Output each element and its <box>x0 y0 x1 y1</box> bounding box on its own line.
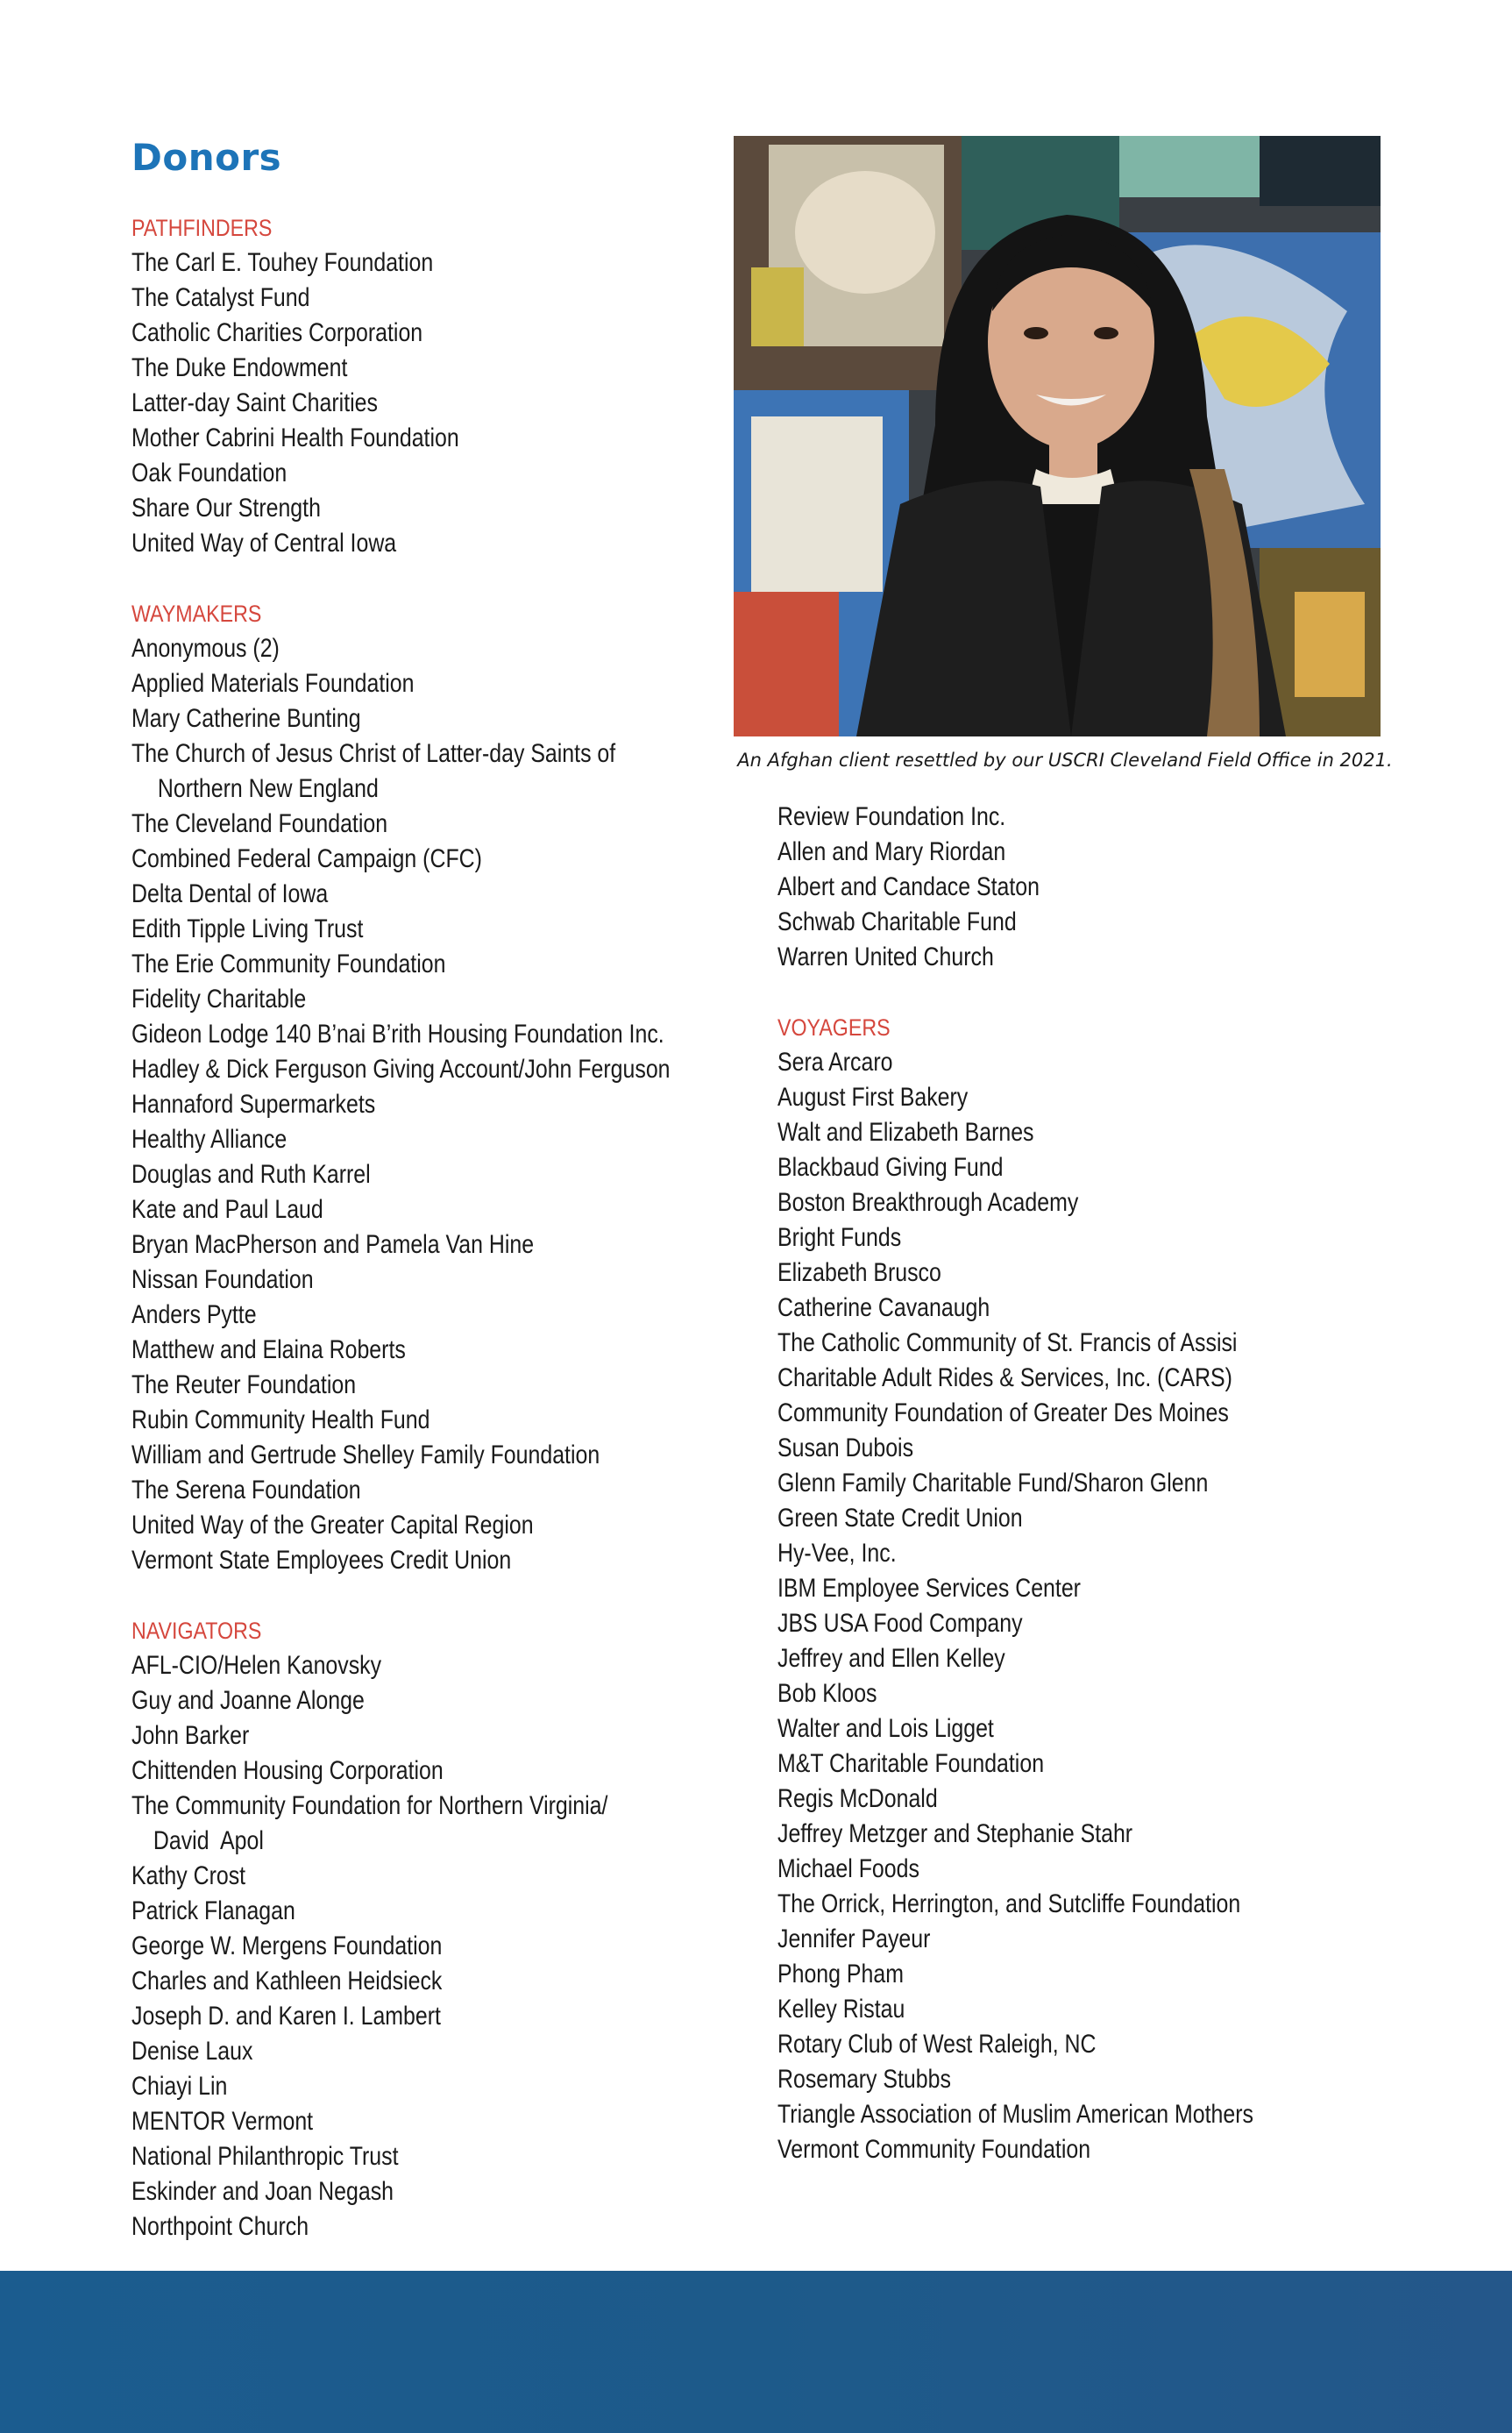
donor-item: Douglas and Ruth Karrel <box>131 1160 371 1189</box>
donor-item: Rubin Community Health Fund <box>131 1405 430 1434</box>
donor-item: Share Our Strength <box>131 494 321 523</box>
donor-item: Gideon Lodge 140 B’nai B’rith Housing Foundation Inc. <box>131 1020 664 1049</box>
donor-item: The Erie Community Foundation <box>131 950 446 978</box>
donor-item: Bryan MacPherson and Pamela Van Hine <box>131 1230 535 1259</box>
donor-item: Bright Funds <box>777 1223 902 1252</box>
photo-caption: An Afghan client resettled by our USCRI Cleveland Field Office in 2021. <box>737 750 1393 771</box>
donor-item: William and Gertrude Shelley Family Foundation <box>131 1441 600 1469</box>
donor-item: The Reuter Foundation <box>131 1370 357 1399</box>
donor-item: Walt and Elizabeth Barnes <box>777 1118 1034 1147</box>
donor-item: Combined Federal Campaign (CFC) <box>131 844 482 873</box>
navigators-section <box>131 1613 701 2244</box>
donor-list-waymakers <box>131 631 701 1578</box>
donor-item: Allen and Mary Riordan <box>777 837 1006 866</box>
donor-item: Jennifer Payeur <box>777 1924 931 1953</box>
donor-item: Nissan Foundation <box>131 1265 314 1294</box>
donor-item: George W. Mergens Foundation <box>131 1931 443 1960</box>
donor-item: Chiayi Lin <box>131 2072 228 2101</box>
voyagers-section <box>777 1010 1409 2167</box>
navigators-continued-section <box>777 800 1409 975</box>
section-heading-voyagers: VOYAGERS <box>777 1014 891 1041</box>
donor-item: Jeffrey and Ellen Kelley <box>777 1644 1005 1673</box>
client-photo-illustration <box>734 136 1381 736</box>
donor-item: Hadley & Dick Ferguson Giving Account/John Ferguson <box>131 1055 671 1084</box>
donor-item-continuation: David Apol <box>153 1826 264 1855</box>
right-column <box>777 800 1409 2202</box>
donor-item: Catherine Cavanaugh <box>777 1293 990 1322</box>
client-photo <box>734 136 1381 736</box>
donor-item: Latter-day Saint Charities <box>131 388 378 417</box>
waymakers-section <box>131 596 701 1578</box>
donor-item: Review Foundation Inc. <box>777 802 1006 831</box>
donor-item: JBS USA Food Company <box>777 1609 1023 1638</box>
donor-item: Vermont Community Foundation <box>777 2135 1091 2164</box>
donor-item: Elizabeth Brusco <box>777 1258 941 1287</box>
section-heading-pathfinders: PATHFINDERS <box>131 215 273 241</box>
donor-item: United Way of Central Iowa <box>131 529 397 558</box>
donor-item: Mother Cabrini Health Foundation <box>131 423 459 452</box>
donor-item: Albert and Candace Staton <box>777 872 1040 901</box>
donor-item: Northpoint Church <box>131 2212 309 2241</box>
donor-item: Patrick Flanagan <box>131 1896 295 1925</box>
donor-item: Chittenden Housing Corporation <box>131 1756 444 1785</box>
donor-item: Hannaford Supermarkets <box>131 1090 376 1119</box>
donor-item: Charles and Kathleen Heidsieck <box>131 1967 443 1995</box>
donor-item: M&T Charitable Foundation <box>777 1749 1045 1778</box>
donor-item: Regis McDonald <box>777 1784 938 1813</box>
donor-item: Community Foundation of Greater Des Moines <box>777 1398 1229 1427</box>
donor-item: John Barker <box>131 1721 250 1750</box>
donor-item: Anonymous (2) <box>131 634 280 663</box>
donor-item: Charitable Adult Rides & Services, Inc. (CARS) <box>777 1363 1232 1392</box>
donor-item: Denise Laux <box>131 2037 253 2066</box>
donor-item: National Philanthropic Trust <box>131 2142 399 2171</box>
pathfinders-section <box>131 210 701 561</box>
section-heading-navigators: NAVIGATORS <box>131 1618 262 1644</box>
donor-item: Eskinder and Joan Negash <box>131 2177 394 2206</box>
donor-item: Delta Dental of Iowa <box>131 879 329 908</box>
donor-item: Rosemary Stubbs <box>777 2065 951 2094</box>
donor-item: MENTOR Vermont <box>131 2107 314 2136</box>
donor-item: Kathy Crost <box>131 1861 246 1890</box>
footer-band <box>0 2271 1512 2433</box>
donor-item: AFL-CIO/Helen Kanovsky <box>131 1651 382 1680</box>
donor-item-continuation: Northern New England <box>157 774 379 803</box>
donor-item: Matthew and Elaina Roberts <box>131 1335 406 1364</box>
donor-item: The Duke Endowment <box>131 353 348 382</box>
donor-item: Healthy Alliance <box>131 1125 287 1154</box>
donor-item: Boston Breakthrough Academy <box>777 1188 1079 1217</box>
donor-item: Warren United Church <box>777 943 994 971</box>
donor-item: The Serena Foundation <box>131 1476 361 1505</box>
donor-item: The Carl E. Touhey Foundation <box>131 248 434 277</box>
donor-item: Joseph D. and Karen I. Lambert <box>131 2002 441 2031</box>
donor-item: Green State Credit Union <box>777 1504 1023 1533</box>
donor-list-navigators-continued <box>777 800 1409 975</box>
donor-item: Blackbaud Giving Fund <box>777 1153 1004 1182</box>
left-column <box>131 132 701 2280</box>
donor-item: Triangle Association of Muslim American Mothers <box>777 2100 1253 2129</box>
donor-item: IBM Employee Services Center <box>777 1574 1081 1603</box>
donor-item: Edith Tipple Living Trust <box>131 914 364 943</box>
donor-item: Vermont State Employees Credit Union <box>131 1546 512 1575</box>
donor-item: United Way of the Greater Capital Region <box>131 1511 534 1540</box>
donor-item: The Cleveland Foundation <box>131 809 388 838</box>
donor-item: Catholic Charities Corporation <box>131 318 423 347</box>
donor-item: Mary Catherine Bunting <box>131 704 361 733</box>
donor-item: Susan Dubois <box>777 1433 914 1462</box>
section-heading-waymakers: WAYMAKERS <box>131 601 262 627</box>
donor-item: Schwab Charitable Fund <box>777 907 1017 936</box>
donor-item: Bob Kloos <box>777 1679 877 1708</box>
donor-item: August First Bakery <box>777 1083 969 1112</box>
donor-item: The Catholic Community of St. Francis of Assisi <box>777 1328 1238 1357</box>
page-title: Donors <box>131 136 282 179</box>
donor-list-pathfinders <box>131 245 701 561</box>
donor-item: Applied Materials Foundation <box>131 669 415 698</box>
donor-item: Fidelity Charitable <box>131 985 307 1014</box>
donor-item: Sera Arcaro <box>777 1048 893 1077</box>
donor-item: Michael Foods <box>777 1854 919 1883</box>
donor-item: Jeffrey Metzger and Stephanie Stahr <box>777 1819 1133 1848</box>
donor-item: Kelley Ristau <box>777 1995 905 2024</box>
donor-item: Oak Foundation <box>131 459 287 487</box>
donor-item: Phong Pham <box>777 1960 904 1988</box>
donor-item: Glenn Family Charitable Fund/Sharon Glenn <box>777 1469 1209 1498</box>
donor-item: Kate and Paul Laud <box>131 1195 323 1224</box>
donor-item: The Orrick, Herrington, and Sutcliffe Foundation <box>777 1889 1241 1918</box>
donor-item: The Catalyst Fund <box>131 283 310 312</box>
donor-list-voyagers <box>777 1045 1409 2167</box>
donor-item: Guy and Joanne Alonge <box>131 1686 365 1715</box>
donor-item: Walter and Lois Ligget <box>777 1714 994 1743</box>
donor-item: The Community Foundation for Northern Virginia/ <box>131 1791 608 1820</box>
donor-item: Rotary Club of West Raleigh, NC <box>777 2030 1097 2059</box>
donor-item: Hy-Vee, Inc. <box>777 1539 897 1568</box>
donor-item: Anders Pytte <box>131 1300 257 1329</box>
donor-item: The Church of Jesus Christ of Latter-day Saints of <box>131 739 616 768</box>
donor-list-navigators <box>131 1648 701 2244</box>
